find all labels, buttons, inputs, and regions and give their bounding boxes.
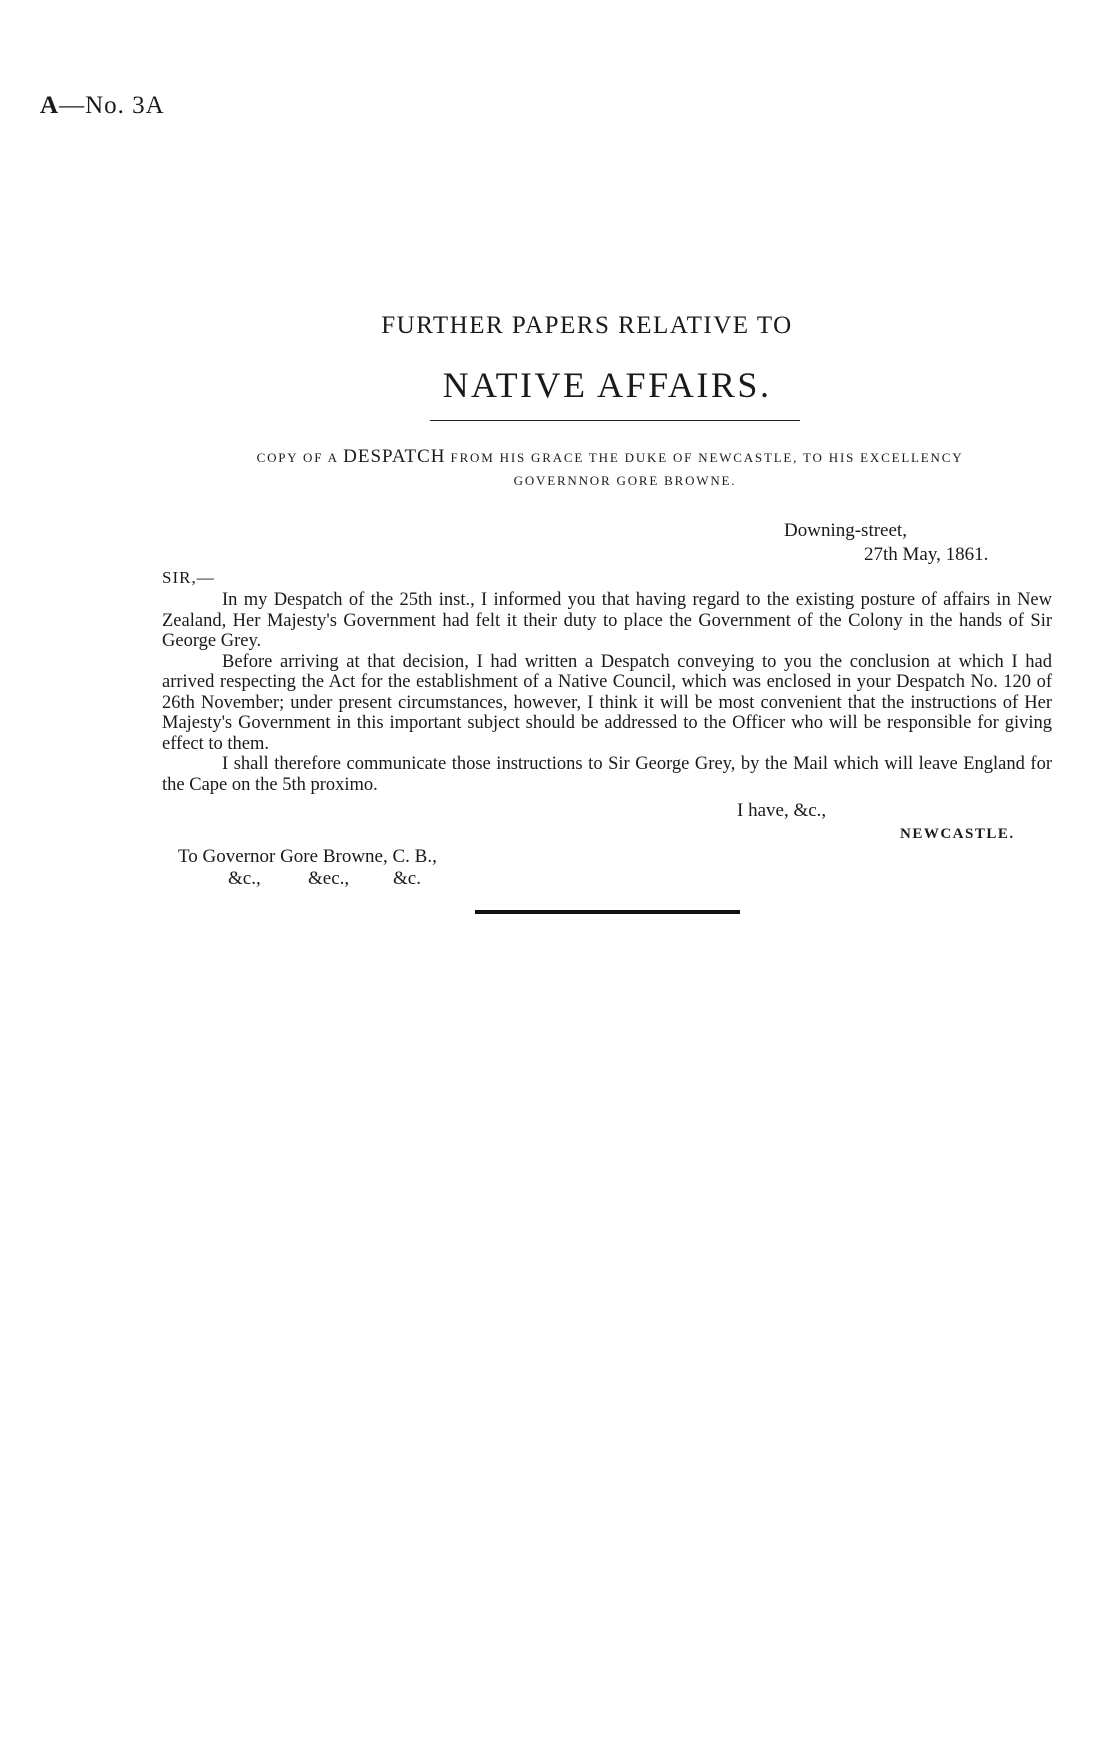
caption-suffix: FROM HIS GRACE THE DUKE OF NEWCASTLE, TO HIS EXCELLENCY	[450, 450, 964, 465]
dateline-place: Downing-street,	[784, 520, 907, 541]
caption-emphasis: DESPATCH	[343, 446, 446, 467]
heading-divider	[430, 420, 800, 421]
caption-prefix: COPY OF A	[256, 450, 339, 465]
heading-line-1: FURTHER PAPERS RELATIVE TO	[381, 312, 793, 339]
closing-divider	[475, 910, 740, 914]
letter-body	[162, 590, 1052, 795]
etc-1: &c.,	[228, 868, 261, 889]
salutation: SIR,—	[162, 568, 215, 587]
etc-3: &c.	[393, 868, 421, 889]
heading-title: NATIVE AFFAIRS.	[442, 365, 772, 405]
reference-prefix: A	[40, 92, 60, 119]
signature: NEWCASTLE.	[900, 826, 1015, 842]
caption-line-1	[160, 446, 1060, 469]
caption-line-2: GOVERNNOR GORE BROWNE.	[513, 473, 737, 488]
closing: I have, &c.,	[737, 800, 827, 821]
paragraph: In my Despatch of the 25th inst., I informed you that having regard to the existing posture of affairs in New Zealand, Her Majesty's Government had felt it their duty to place the Government of the Colony in the hands of Sir George Grey.	[162, 590, 1052, 651]
document-reference	[40, 92, 165, 120]
addressee: To Governor Gore Browne, C. B.,	[178, 846, 437, 867]
paragraph: Before arriving at that decision, I had written a Despatch conveying to you the conclusion at which I had arrived respecting the Act for the establishment of a Native Council, which was enclosed in your Despatch No. 120 of 26th November; under present circumstances, however, I think it will be most convenient that the instructions of Her Majesty's Government in this important subject should be addressed to the Officer who will be responsible for giving effect to them.	[162, 651, 1052, 754]
dateline-date: 27th May, 1861.	[864, 544, 989, 565]
etc-2: &ec.,	[308, 868, 350, 889]
paragraph: I shall therefore communicate those instructions to Sir George Grey, by the Mail which will leave England for the Cape on the 5th proximo.	[162, 754, 1052, 795]
reference-number: —No. 3A	[59, 92, 165, 119]
